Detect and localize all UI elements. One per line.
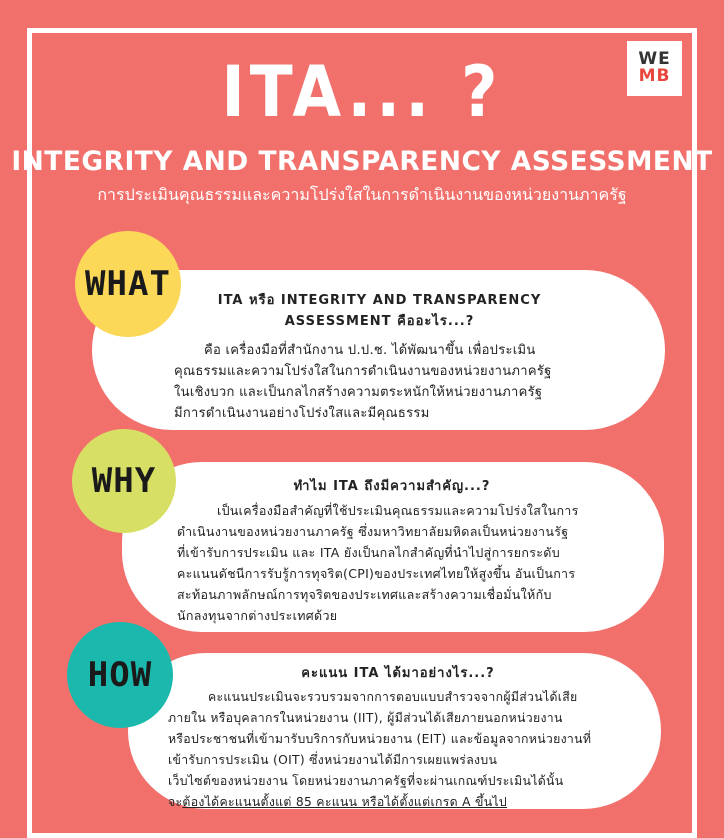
why-label: WHY [91,461,157,501]
what-body-line: คือ เครื่องมือที่สำนักงาน ป.ป.ช. ได้พัฒนาขึ้น เพื่อประเมิน [204,343,536,358]
page-title: ITA... ? [221,51,503,133]
why-body-line: นักลงทุนจากต่างประเทศด้วย [177,608,338,623]
how-body-last-prefix: จะ [168,795,183,809]
logo-line-2: MB [638,66,671,86]
how-body-line: เข้ารับการประเมิน (OIT) ซึ่งหน่วยงานได้มีการเผยแพร่ลงบน [168,753,498,767]
what-heading-line-2: ASSESSMENT คืออะไร...? [284,314,475,329]
why-card [122,462,664,632]
page-subtitle: INTEGRITY AND TRANSPARENCY ASSESSMENT [11,146,713,177]
how-body-line-last [168,792,648,813]
what-body [174,340,614,424]
how-body-line: คะแนนประเมินจะรวบรวมจากการตอบแบบสำรวจจากผู้มีส่วนได้เสีย [208,690,578,704]
how-body-line: เว็บไซต์ของหน่วยงาน โดยหน่วยงานภาครัฐที่จะผ่านเกณฑ์ประเมินได้นั้น [168,774,564,788]
why-body-line: เป็นเครื่องมือสำคัญที่ใช้ประเมินคุณธรรมและความโปร่งใสในการ [217,503,579,518]
what-body-line: มีการดำเนินงานอย่างโปร่งใสและมีคุณธรรม [174,406,430,421]
how-heading [248,663,548,684]
how-body-line: ภายใน หรือบุคลากรในหน่วยงาน (IIT), ผู้มีส่วนได้เสียภายนอกหน่วยงาน [168,711,563,725]
what-label: WHAT [85,264,171,304]
why-heading-text: ทำไม ITA ถึงมีความสำคัญ...? [293,479,491,494]
what-heading [182,290,577,332]
why-body-line: ที่เข้ารับการประเมิน และ ITA ยังเป็นกลไกสำคัญที่นำไปสู่การยกระดับ [177,545,560,560]
why-circle [72,429,176,533]
thai-subtitle: การประเมินคุณธรรมและความโปร่งใสในการดำเนินงานของหน่วยงานภาครัฐ [97,185,627,204]
how-card [128,653,661,809]
why-body-line: สะท้อนภาพลักษณ์การทุจริตของประเทศและสร้างความเชื่อมั่นให้กับ [177,587,552,602]
what-circle [75,231,181,337]
how-body [168,687,648,813]
how-label: HOW [87,655,153,695]
what-body-line: ในเชิงบวก และเป็นกลไกสร้างความตระหนักให้หน่วยงานภาครัฐ [174,385,543,400]
logo-line-1: WE [638,49,671,69]
why-body-line: ดำเนินงานของหน่วยงานภาครัฐ ซึ่งมหาวิทยาลัยมหิดลเป็นหน่วยงานรัฐ [177,524,569,539]
why-body-line: คะแนนดัชนีการรับรู้การทุจริต(CPI)ของประเทศไทยให้สูงขึ้น อันเป็นการ [177,566,576,581]
how-circle [67,622,173,728]
what-body-line: คุณธรรมและความโปร่งใสในการดำเนินงานของหน่วยงานภาครัฐ [174,364,552,379]
why-body [177,500,637,626]
how-body-last-underlined: ต้องได้คะแนนตั้งแต่ 85 คะแนน หรือได้ตั้งแต่เกรด A ขึ้นไป [182,795,508,809]
what-heading-line-1: ITA หรือ INTEGRITY AND TRANSPARENCY [217,293,542,308]
why-heading [242,476,542,497]
how-body-line: หรือประชาชนที่เข้ามารับบริการกับหน่วยงาน (EIT) และข้อมูลจากหน่วยงานที่ [168,732,592,746]
how-heading-text: คะแนน ITA ได้มาอย่างไร...? [301,666,495,681]
